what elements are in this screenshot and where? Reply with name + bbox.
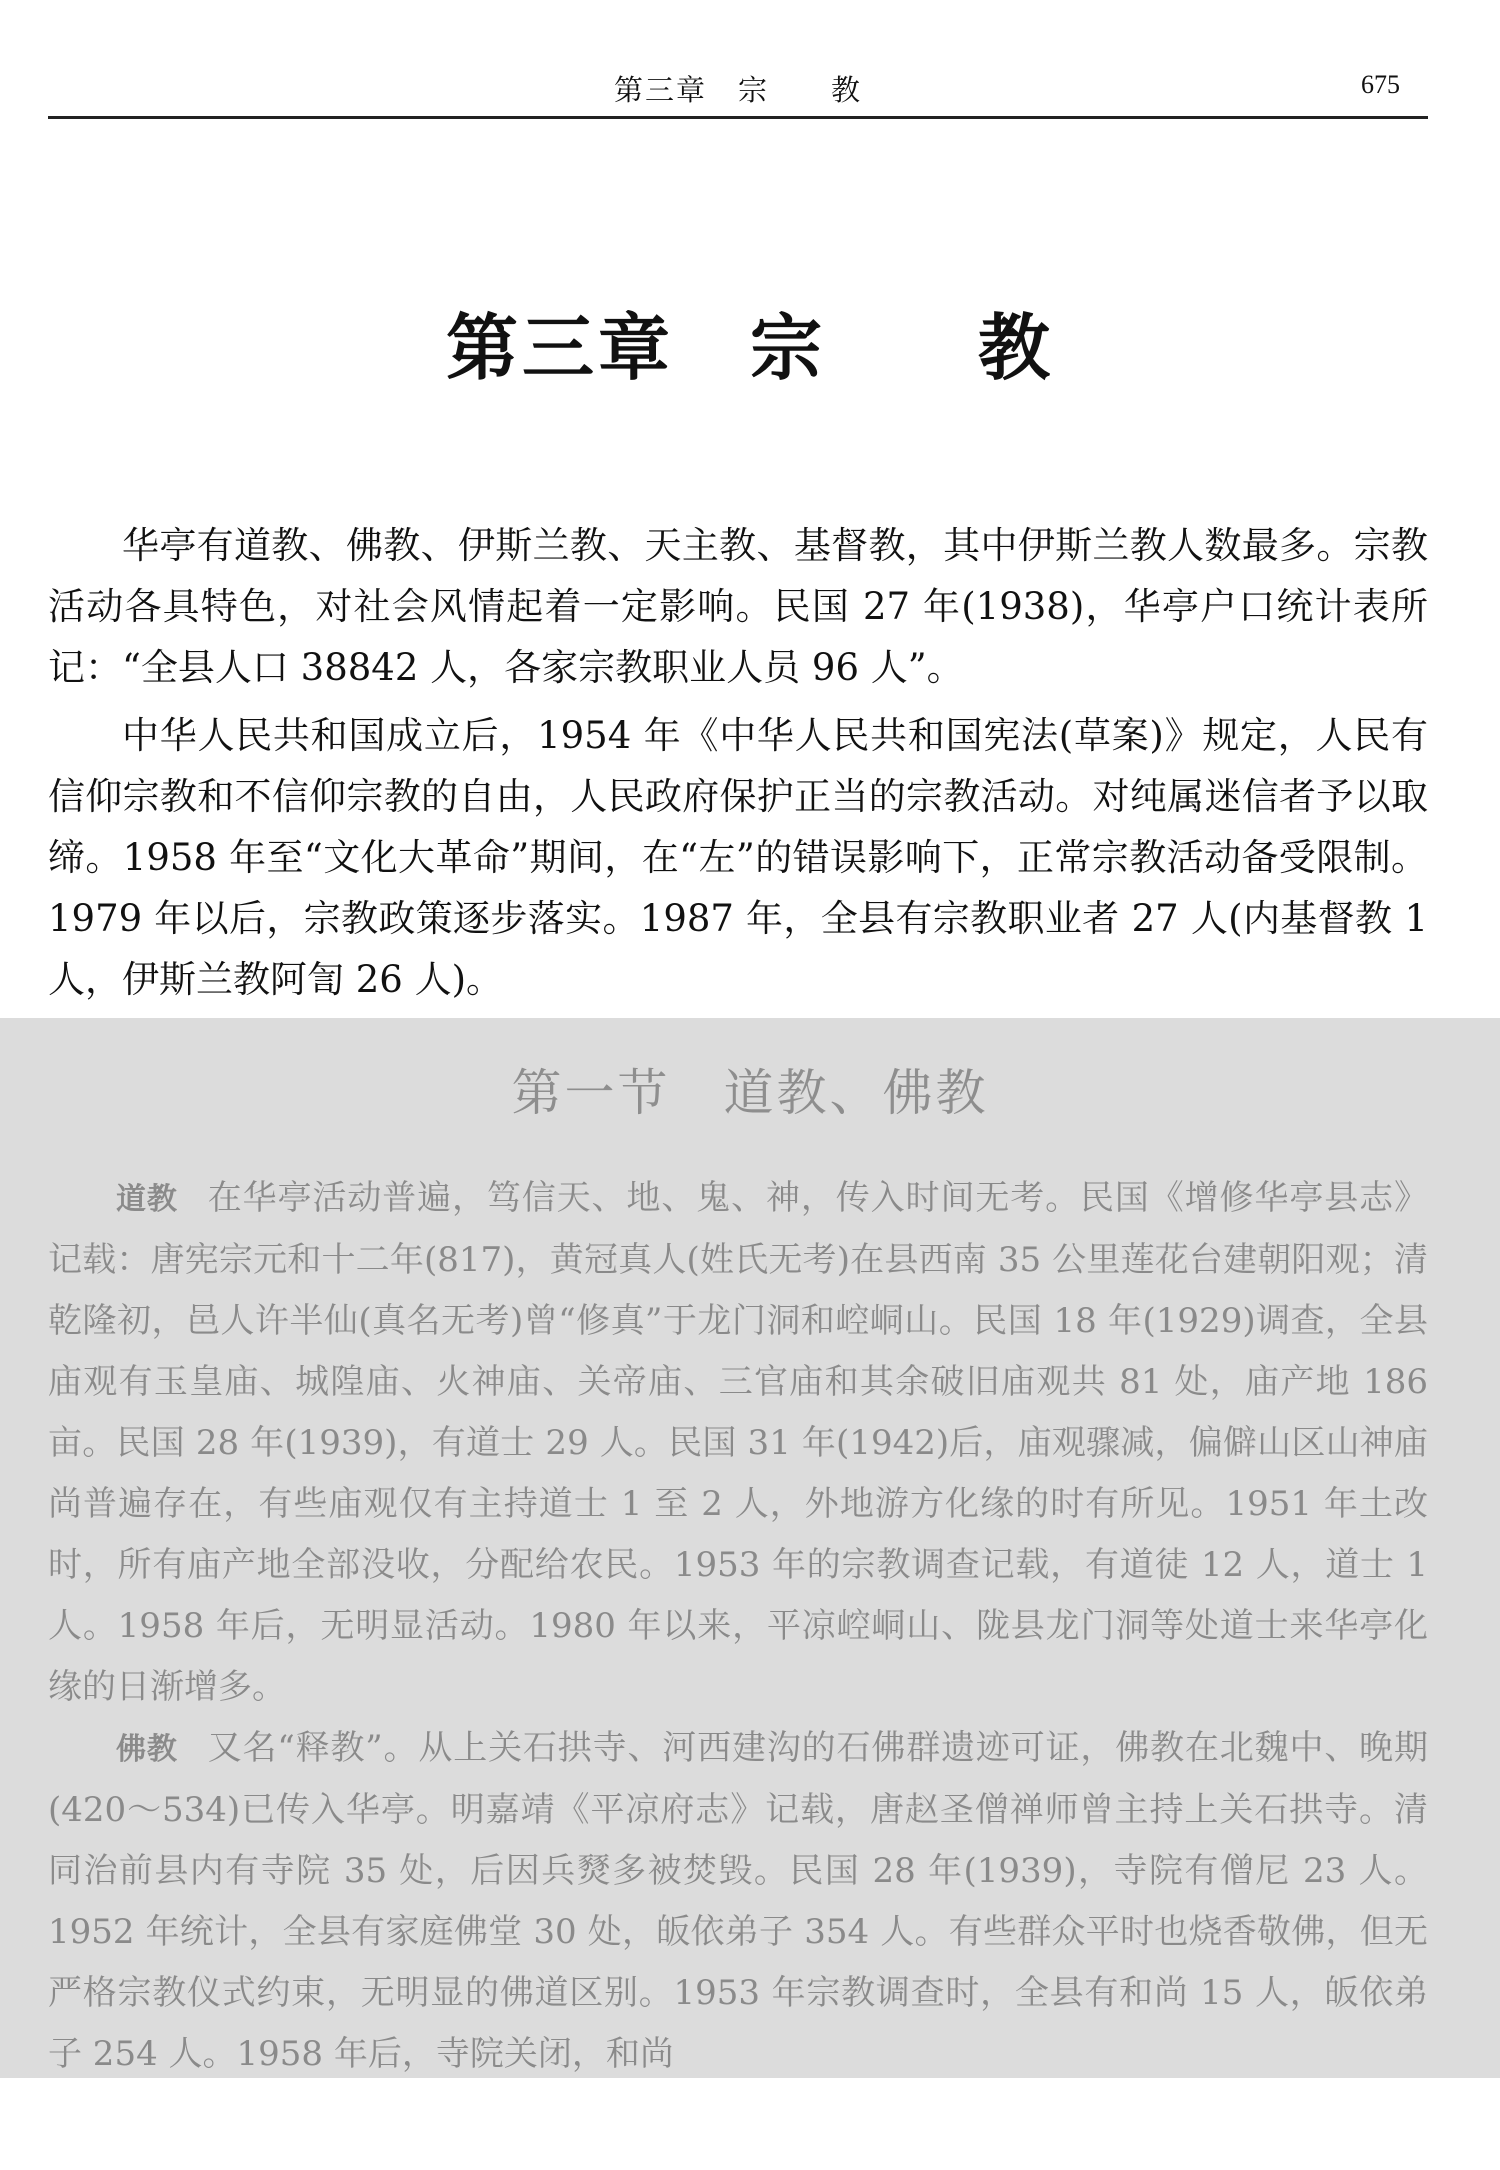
section-1-body: [48, 1168, 1428, 2085]
running-header: [48, 64, 1428, 119]
intro-paragraph-1: 华亭有道教、佛教、伊斯兰教、天主教、基督教，其中伊斯兰教人数最多。宗教活动各具特色，对社会风情起着一定影响。民国 27 年(1938)，华亭户口统计表所记：“全县人口 38842 人，各家宗教职业人员 96 人”。: [48, 524, 1428, 689]
daojiao-text: 在华亭活动普遍，笃信天、地、鬼、神，传入时间无考。民国《增修华亭县志》记载：唐宪宗元和十二年(817)，黄冠真人(姓氏无考)在县西南 35 公里莲花台建朝阳观；清乾隆初，邑人许半仙(真名无考)曾“修真”于龙门洞和崆峒山。民国 18 年(1929)调查，全县庙观有玉皇庙、城隍庙、火神庙、关帝庙、三官庙和其余破旧庙观共 81 处，庙产地 186 亩。民国 28 年(1939)，有道士 29 人。民国 31 年(1942)后，庙观骤减，偏僻山区山神庙尚普遍存在，有些庙观仅有主持道士 1 至 2 人，外地游方化缘的时有所见。1951 年土改时，所有庙产地全部没收，分配给农民。1953 年的宗教调查记载，有道徒 12 人，道士 1 人。1958 年后，无明显活动。1980 年以来，平凉崆峒山、陇县龙门洞等处道士来华亭化缘的日渐增多。: [48, 1178, 1429, 1707]
fojiao-term: 佛教: [116, 1732, 178, 1767]
fojiao-paragraph: [48, 1718, 1428, 2085]
page-number: 675: [1361, 70, 1400, 99]
intro-text: [48, 515, 1428, 1017]
chapter-title: 第三章 宗 教: [445, 306, 1054, 390]
fojiao-text: 又名“释教”。从上关石拱寺、河西建沟的石佛群遗迹可证，佛教在北魏中、晚期(420～534)已传入华亭。明嘉靖《平凉府志》记载，唐赵圣僧禅师曾主持上关石拱寺。清同治前县内有寺院 35 处，后因兵燹多被焚毁。民国 28 年(1939)，寺院有僧尼 23 人。1952 年统计，全县有家庭佛堂 30 处，皈依弟子 354 人。有些群众平时也烧香敬佛，但无严格宗教仪式约束，无明显的佛道区别。1953 年宗教调查时，全县有和尚 15 人，皈依弟子 254 人。1958 年后，寺院关闭，和尚: [48, 1728, 1429, 2074]
intro-paragraph-2: 中华人民共和国成立后，1954 年《中华人民共和国宪法(草案)》规定，人民有信仰宗教和不信仰宗教的自由，人民政府保护正当的宗教活动。对纯属迷信者予以取缔。1958 年至“文化大革命”期间，在“左”的错误影响下，正常宗教活动备受限制。1979 年以后，宗教政策逐步落实。1987 年，全县有宗教职业者 27 人(内基督教 1 人，伊斯兰教阿訇 26 人)。: [48, 714, 1428, 1001]
running-title: 第三章 宗 教: [613, 73, 862, 107]
daojiao-term: 道教: [116, 1182, 178, 1217]
section-1-dimmed: [0, 1018, 1500, 2078]
section-title: 第一节 道教、佛教: [511, 1064, 989, 1122]
daojiao-paragraph: [48, 1168, 1428, 1718]
